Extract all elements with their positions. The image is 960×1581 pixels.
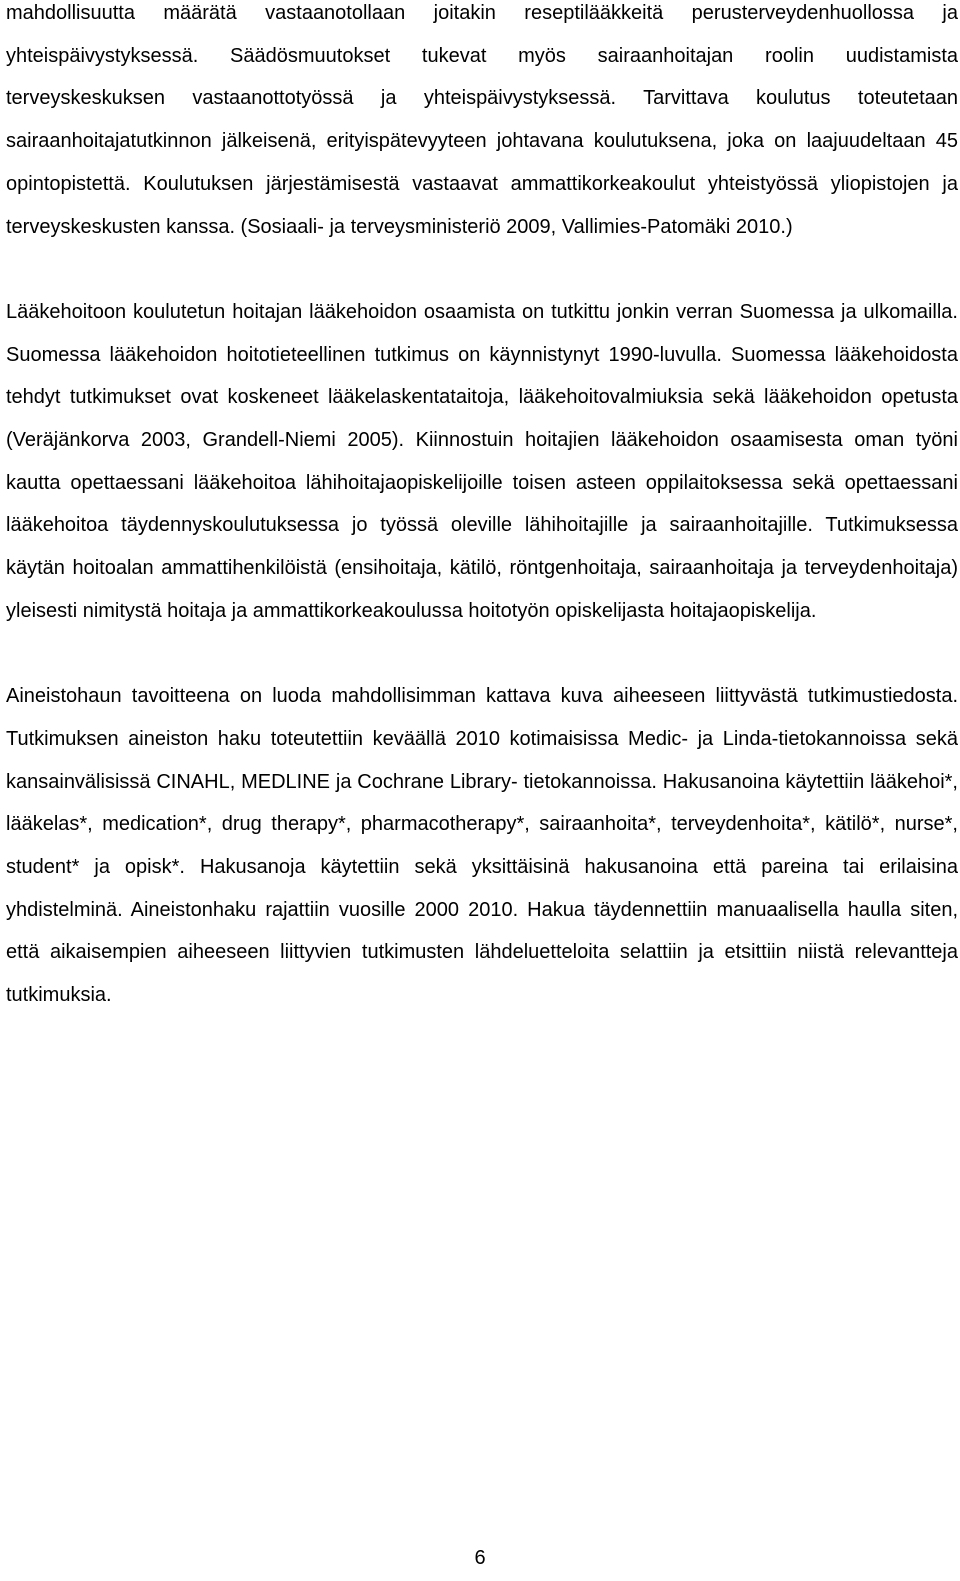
page-number: 6 (474, 1547, 486, 1569)
paragraph-medication-competence: Lääkehoitoon koulutetun hoitajan lääkehoidon osaamista on tutkittu jonkin verran Suomessa ja ulkomailla. Suomessa lääkehoidon hoitotieteellinen tutkimus on käynnistynyt 1990-luvulla. Suomessa lääkehoidosta tehdyt tutkimukset ovat koskeneet lääkelaskentataitoja, lääkehoitovalmiuksia sekä lääkehoidon opetusta (Veräjänkorva 2003, Grandell-Niemi 2005). Kiinnostuin hoitajien lääkehoidon osaamisesta oman työni kautta opettaessani lääkehoitoa lähihoitajaopiskelijoille toisen asteen oppilaitoksessa sekä opettaessani lääkehoitoa täydennyskoulutuksessa jo työssä oleville lähihoitajille ja sairaanhoitajille. Tutkimuksessa käytän hoitoalan ammattihenkilöistä (ensihoitaja, kätilö, röntgenhoitaja, sairaanhoitaja ja terveydenhoitaja) yleisesti nimitystä hoitaja ja ammattikorkeakoulussa hoitotyön opiskelijasta hoitajaopiskelija. (6, 300, 958, 622)
paragraph-literature-search: Aineistohaun tavoitteena on luoda mahdollisimman kattava kuva aiheeseen liittyvästä tutkimustiedosta. Tutkimuksen aineiston haku toteutettiin keväällä 2010 kotimaisissa Medic- ja Linda-tietokannoissa sekä kansainvälisissä CINAHL, MEDLINE ja Cochrane Library- tietokannoissa. Hakusanoina käytettiin lääkehoi*, lääkelas*, medication*, drug therapy*, pharmacotherapy*, sairaanhoita*, terveydenhoita*, kätilö*, nurse*, student* ja opisk*. Hakusanoja käytettiin sekä yksittäisinä hakusanoina että pareina tai erilaisina yhdistelminä. Aineistonhaku rajattiin vuosille 2000 2010. Hakua täydennettiin manuaalisella haulla siten, että aikaisempien aiheeseen liittyvien tutkimusten lähdeluetteloita selattiin ja etsittiin niistä relevantteja tutkimuksia. (6, 685, 958, 1007)
page-body (6, 0, 958, 1017)
paragraph-prescribing-rights: mahdollisuutta määrätä vastaanotollaan joitakin reseptilääkkeitä perusterveydenhuollossa ja yhteispäivystyksessä. Säädösmuutokset tukevat myös sairaanhoitajan roolin uudistamista terveyskeskuksen vastaanottotyössä ja yhteispäivystyksessä. Tarvittava koulutus toteutetaan sairaanhoitajatutkinnon jälkeisenä, erityispätevyyteen johtavana koulutuksena, joka on laajuudeltaan 45 opintopistettä. Koulutuksen järjestämisestä vastaavat ammattikorkeakoulut yhteistyössä yliopistojen ja terveyskeskusten kanssa. (Sosiaali- ja terveysministeriö 2009, Vallimies-Patomäki 2010.) (6, 2, 958, 238)
